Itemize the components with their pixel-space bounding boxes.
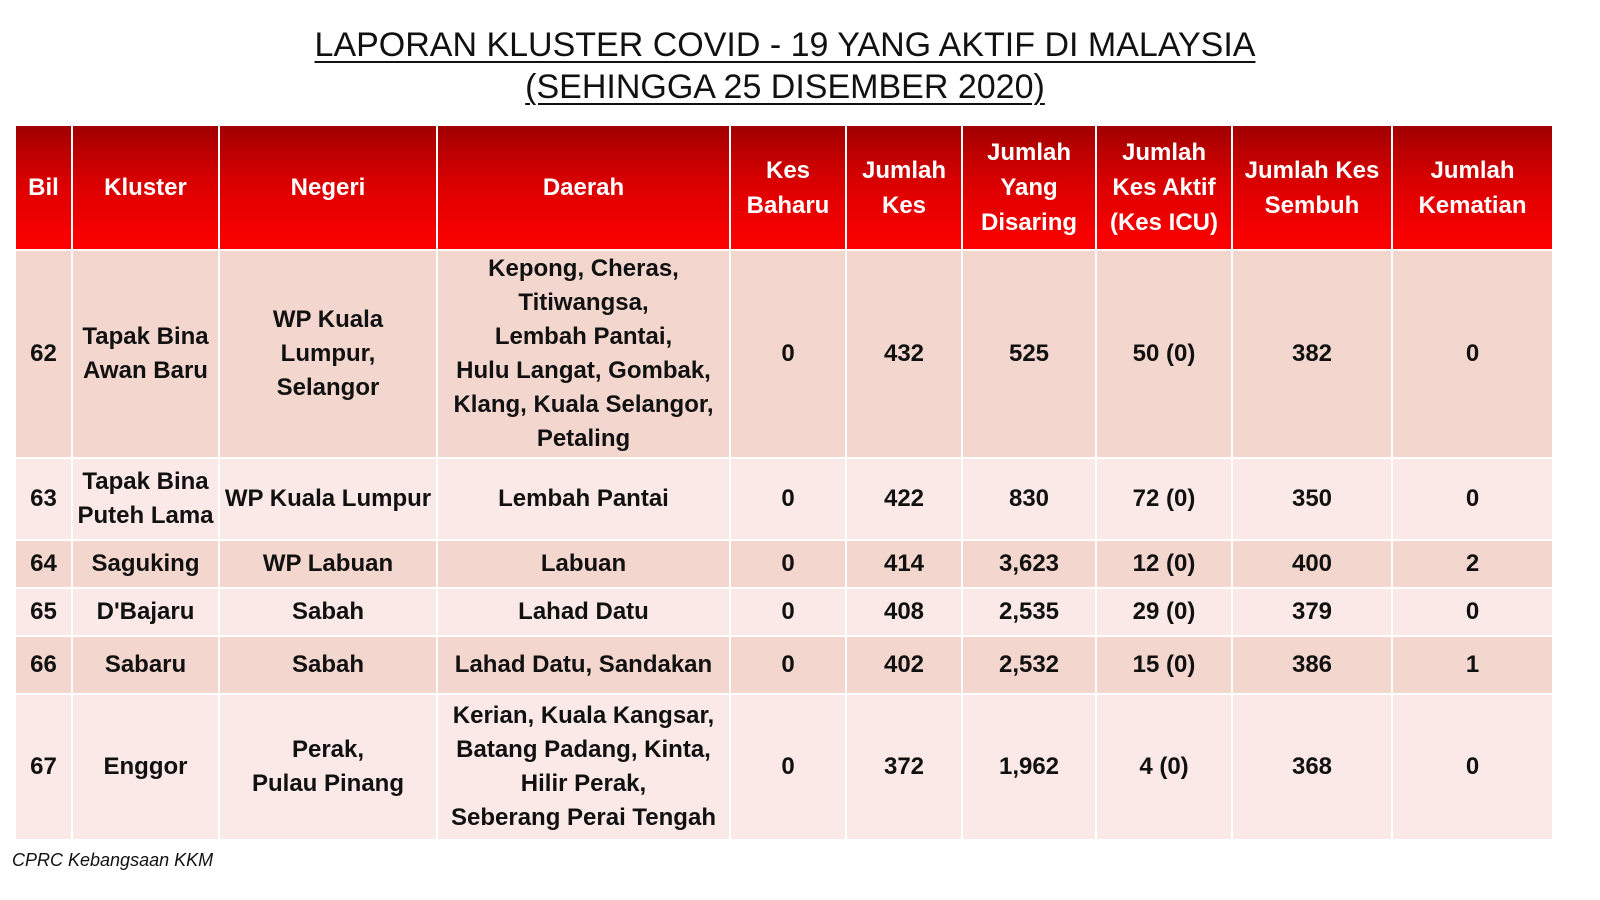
header-kematian: Jumlah Kematian (1392, 125, 1553, 250)
cell-jumlah-kes: 408 (846, 588, 962, 636)
cell-kluster: Enggor (72, 694, 219, 840)
cell-kes-baharu: 0 (730, 250, 846, 458)
title-line-2: (SEHINGGA 25 DISEMBER 2020) (525, 68, 1045, 106)
cell-bil: 62 (15, 250, 72, 458)
cell-kes-aktif: 72 (0) (1096, 458, 1232, 540)
cell-kluster: Saguking (72, 540, 219, 588)
header-kes-sembuh: Jumlah Kes Sembuh (1232, 125, 1392, 250)
table-row (15, 636, 1553, 694)
cell-negeri: WP Kuala Lumpur, Selangor (219, 250, 437, 458)
cell-bil: 64 (15, 540, 72, 588)
cell-kluster: Tapak Bina Awan Baru (72, 250, 219, 458)
cell-daerah: Lahad Datu, Sandakan (437, 636, 730, 694)
table-row (15, 250, 1553, 458)
header-jumlah-kes: Jumlah Kes (846, 125, 962, 250)
table-row (15, 694, 1553, 840)
cell-kes-aktif: 15 (0) (1096, 636, 1232, 694)
table-header-row (15, 125, 1553, 250)
cell-jumlah-kes: 422 (846, 458, 962, 540)
table-row (15, 540, 1553, 588)
cluster-table (14, 124, 1554, 841)
cell-jumlah-kes: 414 (846, 540, 962, 588)
header-daerah: Daerah (437, 125, 730, 250)
cell-kematian: 2 (1392, 540, 1553, 588)
cell-kes-baharu: 0 (730, 636, 846, 694)
cell-daerah: Lembah Pantai (437, 458, 730, 540)
cell-kematian: 0 (1392, 458, 1553, 540)
table-row (15, 458, 1553, 540)
cell-kematian: 0 (1392, 694, 1553, 840)
cell-daerah: Kerian, Kuala Kangsar, Batang Padang, Kinta, Hilir Perak, Seberang Perai Tengah (437, 694, 730, 840)
header-jumlah-disaring: Jumlah Yang Disaring (962, 125, 1096, 250)
header-bil: Bil (15, 125, 72, 250)
cell-bil: 63 (15, 458, 72, 540)
header-kluster: Kluster (72, 125, 219, 250)
cell-kluster: Tapak Bina Puteh Lama (72, 458, 219, 540)
cell-kematian: 0 (1392, 250, 1553, 458)
cell-negeri: Sabah (219, 588, 437, 636)
cell-bil: 67 (15, 694, 72, 840)
cell-jumlah-disaring: 830 (962, 458, 1096, 540)
cell-bil: 65 (15, 588, 72, 636)
cell-kes-aktif: 4 (0) (1096, 694, 1232, 840)
cell-kes-sembuh: 400 (1232, 540, 1392, 588)
cell-daerah: Labuan (437, 540, 730, 588)
header-negeri: Negeri (219, 125, 437, 250)
cell-jumlah-disaring: 3,623 (962, 540, 1096, 588)
cell-jumlah-kes: 372 (846, 694, 962, 840)
cell-kes-sembuh: 386 (1232, 636, 1392, 694)
cell-jumlah-disaring: 1,962 (962, 694, 1096, 840)
cell-kluster: Sabaru (72, 636, 219, 694)
cell-kes-aktif: 50 (0) (1096, 250, 1232, 458)
cell-kes-aktif: 29 (0) (1096, 588, 1232, 636)
cell-kes-sembuh: 350 (1232, 458, 1392, 540)
cell-negeri: Perak, Pulau Pinang (219, 694, 437, 840)
cell-kes-aktif: 12 (0) (1096, 540, 1232, 588)
cell-daerah: Lahad Datu (437, 588, 730, 636)
cell-kes-sembuh: 382 (1232, 250, 1392, 458)
cell-kes-baharu: 0 (730, 588, 846, 636)
cell-daerah: Kepong, Cheras, Titiwangsa, Lembah Pantai, Hulu Langat, Gombak, Klang, Kuala Selangor, Petaling (437, 250, 730, 458)
cell-kes-baharu: 0 (730, 540, 846, 588)
cell-jumlah-kes: 402 (846, 636, 962, 694)
header-kes-aktif: Jumlah Kes Aktif (Kes ICU) (1096, 125, 1232, 250)
cell-jumlah-disaring: 2,532 (962, 636, 1096, 694)
cell-kes-baharu: 0 (730, 458, 846, 540)
cell-kematian: 1 (1392, 636, 1553, 694)
title-line-1: LAPORAN KLUSTER COVID - 19 YANG AKTIF DI MALAYSIA (314, 26, 1256, 64)
cell-jumlah-disaring: 2,535 (962, 588, 1096, 636)
cell-jumlah-kes: 432 (846, 250, 962, 458)
report-title (0, 24, 1570, 108)
cell-kluster: D'Bajaru (72, 588, 219, 636)
cell-kes-sembuh: 368 (1232, 694, 1392, 840)
cell-kes-sembuh: 379 (1232, 588, 1392, 636)
cell-negeri: WP Labuan (219, 540, 437, 588)
cell-kes-baharu: 0 (730, 694, 846, 840)
cell-kematian: 0 (1392, 588, 1553, 636)
header-kes-baharu: Kes Baharu (730, 125, 846, 250)
cell-bil: 66 (15, 636, 72, 694)
table-row (15, 588, 1553, 636)
source-footer: CPRC Kebangsaan KKM (12, 850, 214, 870)
cell-jumlah-disaring: 525 (962, 250, 1096, 458)
cell-negeri: WP Kuala Lumpur (219, 458, 437, 540)
cell-negeri: Sabah (219, 636, 437, 694)
